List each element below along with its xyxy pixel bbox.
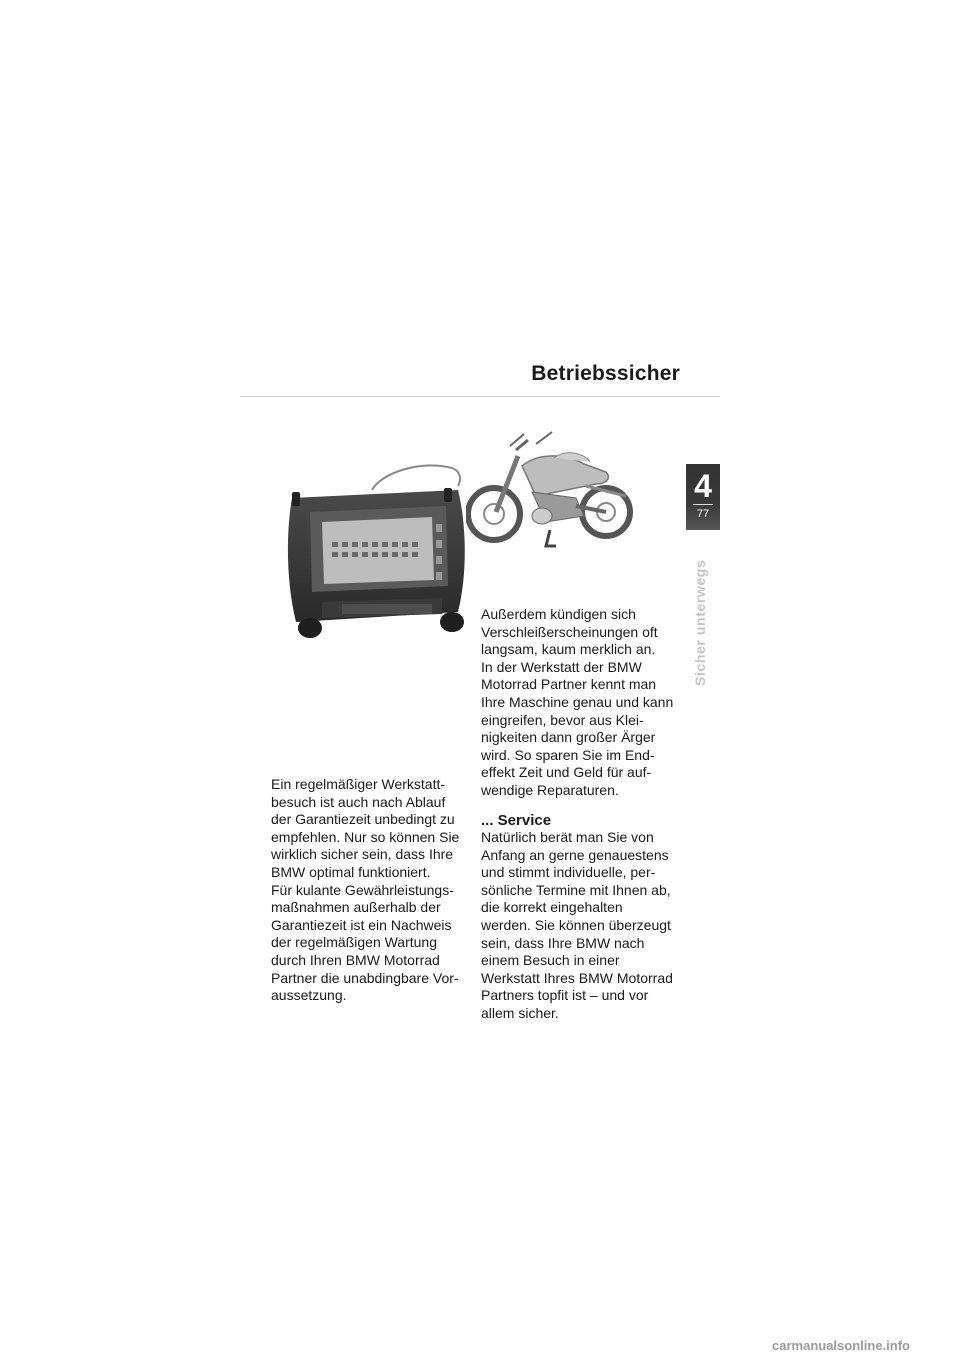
text-column-right bbox=[481, 606, 676, 800]
chapter-number: 4 bbox=[694, 468, 712, 504]
diagnostic-device-illustration bbox=[282, 462, 472, 640]
header-divider bbox=[240, 396, 720, 397]
page-number: 77 bbox=[696, 508, 710, 520]
section-side-label: Sicher unterwegs bbox=[692, 559, 708, 686]
paragraph: Natürlich berät man Sie von Anfang an gerne genauestens und stimmt individuelle, per-sönliche Termine mit Ihnen ab, die korrekt eingehalten werden. Sie können überzeugt sein, dass Ihre BMW nach einem Besuch in einer Werkstatt Ihres BMW Motorrad Partners topfit ist – und vor allem sicher. bbox=[481, 829, 673, 1021]
text-column-left bbox=[271, 776, 466, 1005]
service-section bbox=[481, 813, 676, 1023]
chapter-divider bbox=[693, 504, 713, 505]
paragraph: Ein regelmäßiger Werkstatt-besuch ist auch nach Ablauf der Garantiezeit unbedingt zu empfehlen. Nur so können Sie wirklich sicher sein, dass Ihre BMW optimal funktioniert. bbox=[271, 776, 460, 880]
watermark-text: carmanualsonline.info bbox=[772, 1338, 910, 1353]
chapter-tab bbox=[686, 464, 720, 530]
page-title: Betriebssicher bbox=[531, 362, 680, 385]
paragraph: In der Werkstatt der BMW Motorrad Partner kennt man Ihre Maschine genau und kann eingreifen, bevor aus Klei-nigkeiten dann großer Ärger wird. So sparen Sie im End-effekt Zeit und Geld für auf-wendige Reparaturen. bbox=[481, 658, 674, 798]
motorcycle-illustration bbox=[466, 426, 638, 550]
paragraph: Außerdem kündigen sich Verschleißerscheinungen oft langsam, kaum merklich an. bbox=[481, 606, 658, 658]
paragraph: Für kulante Gewährleistungs-maßnahmen außerhalb der Garantiezeit ist ein Nachweis der regelmäßigen Wartung durch Ihren BMW Motorrad Partner die unabdingbare Vor-aussetzung. bbox=[271, 881, 459, 1004]
service-heading: ... Service bbox=[481, 812, 552, 829]
